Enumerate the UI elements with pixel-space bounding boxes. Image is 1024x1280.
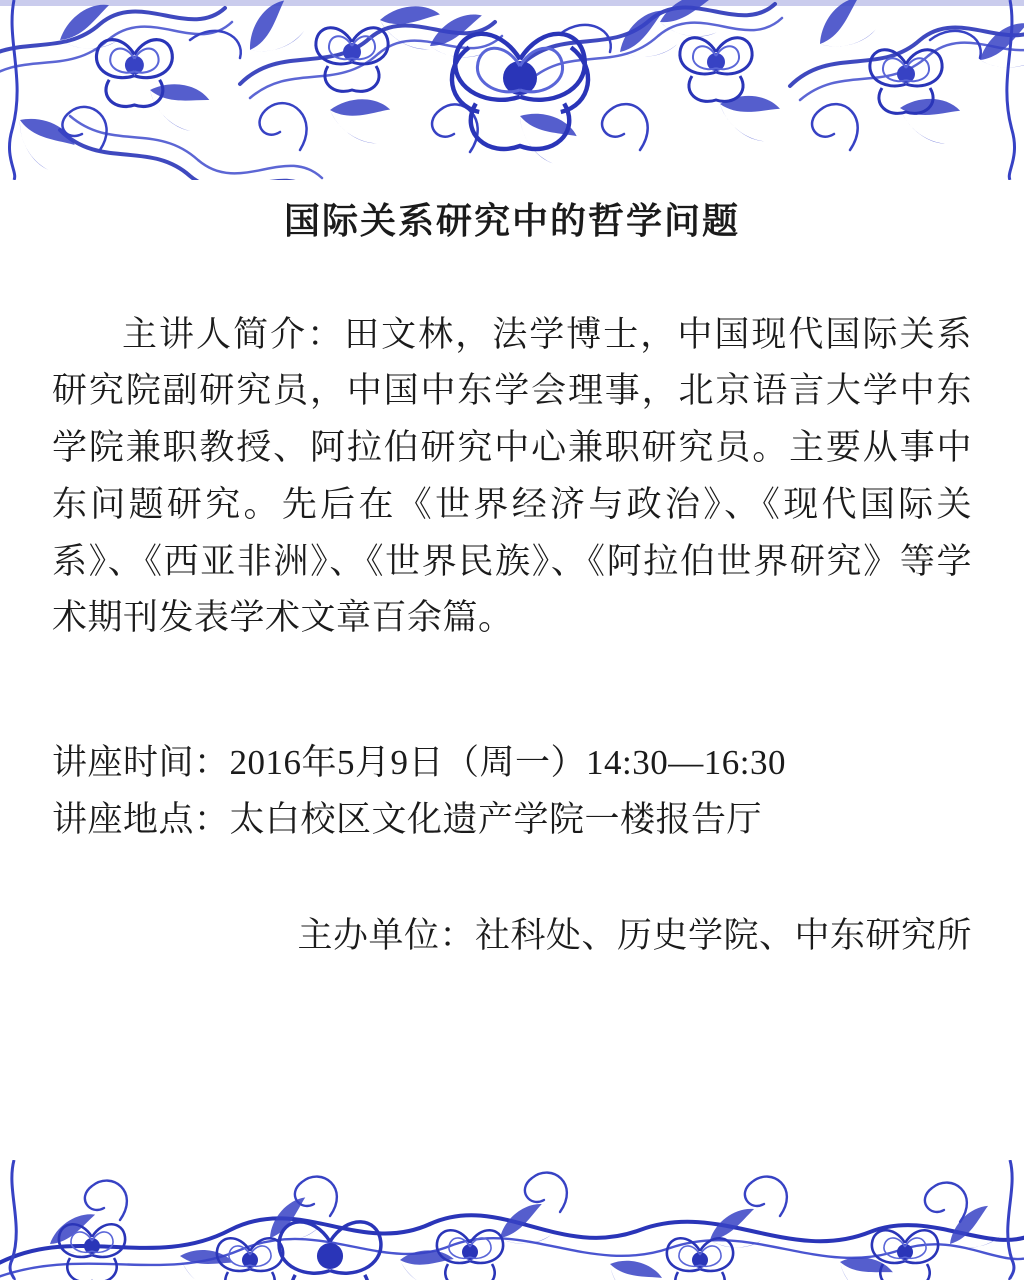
lecture-time-label: 讲座时间： xyxy=(52,742,230,782)
lecture-details xyxy=(52,647,972,848)
page-title: 国际关系研究中的哲学问题 xyxy=(283,201,740,241)
lecture-time-row xyxy=(52,735,972,792)
lecture-time-value: 2016年5月9日（周一）14:30—16:30 xyxy=(229,742,786,782)
lecture-place-label: 讲座地点： xyxy=(52,799,230,839)
lecture-place-row xyxy=(52,792,972,849)
organizer-line: 主办单位：社科处、历史学院、中东研究所 xyxy=(297,916,972,956)
speaker-bio-paragraph: 主讲人简介：田文林，法学博士，中国现代国际关系研究院副研究员，中国中东学会理事，北京语言大学中东学院兼职教授、阿拉伯研究中心兼职研究员。主要从事中东问题研究。先后在《世界经济与政治》、《现代国际关系》、《西亚非洲》、《世界民族》、《阿拉伯世界研究》等学术期刊发表学术文章百余篇。 xyxy=(52,314,972,638)
lecture-place-value: 太白校区文化遗产学院一楼报告厅 xyxy=(229,799,763,839)
